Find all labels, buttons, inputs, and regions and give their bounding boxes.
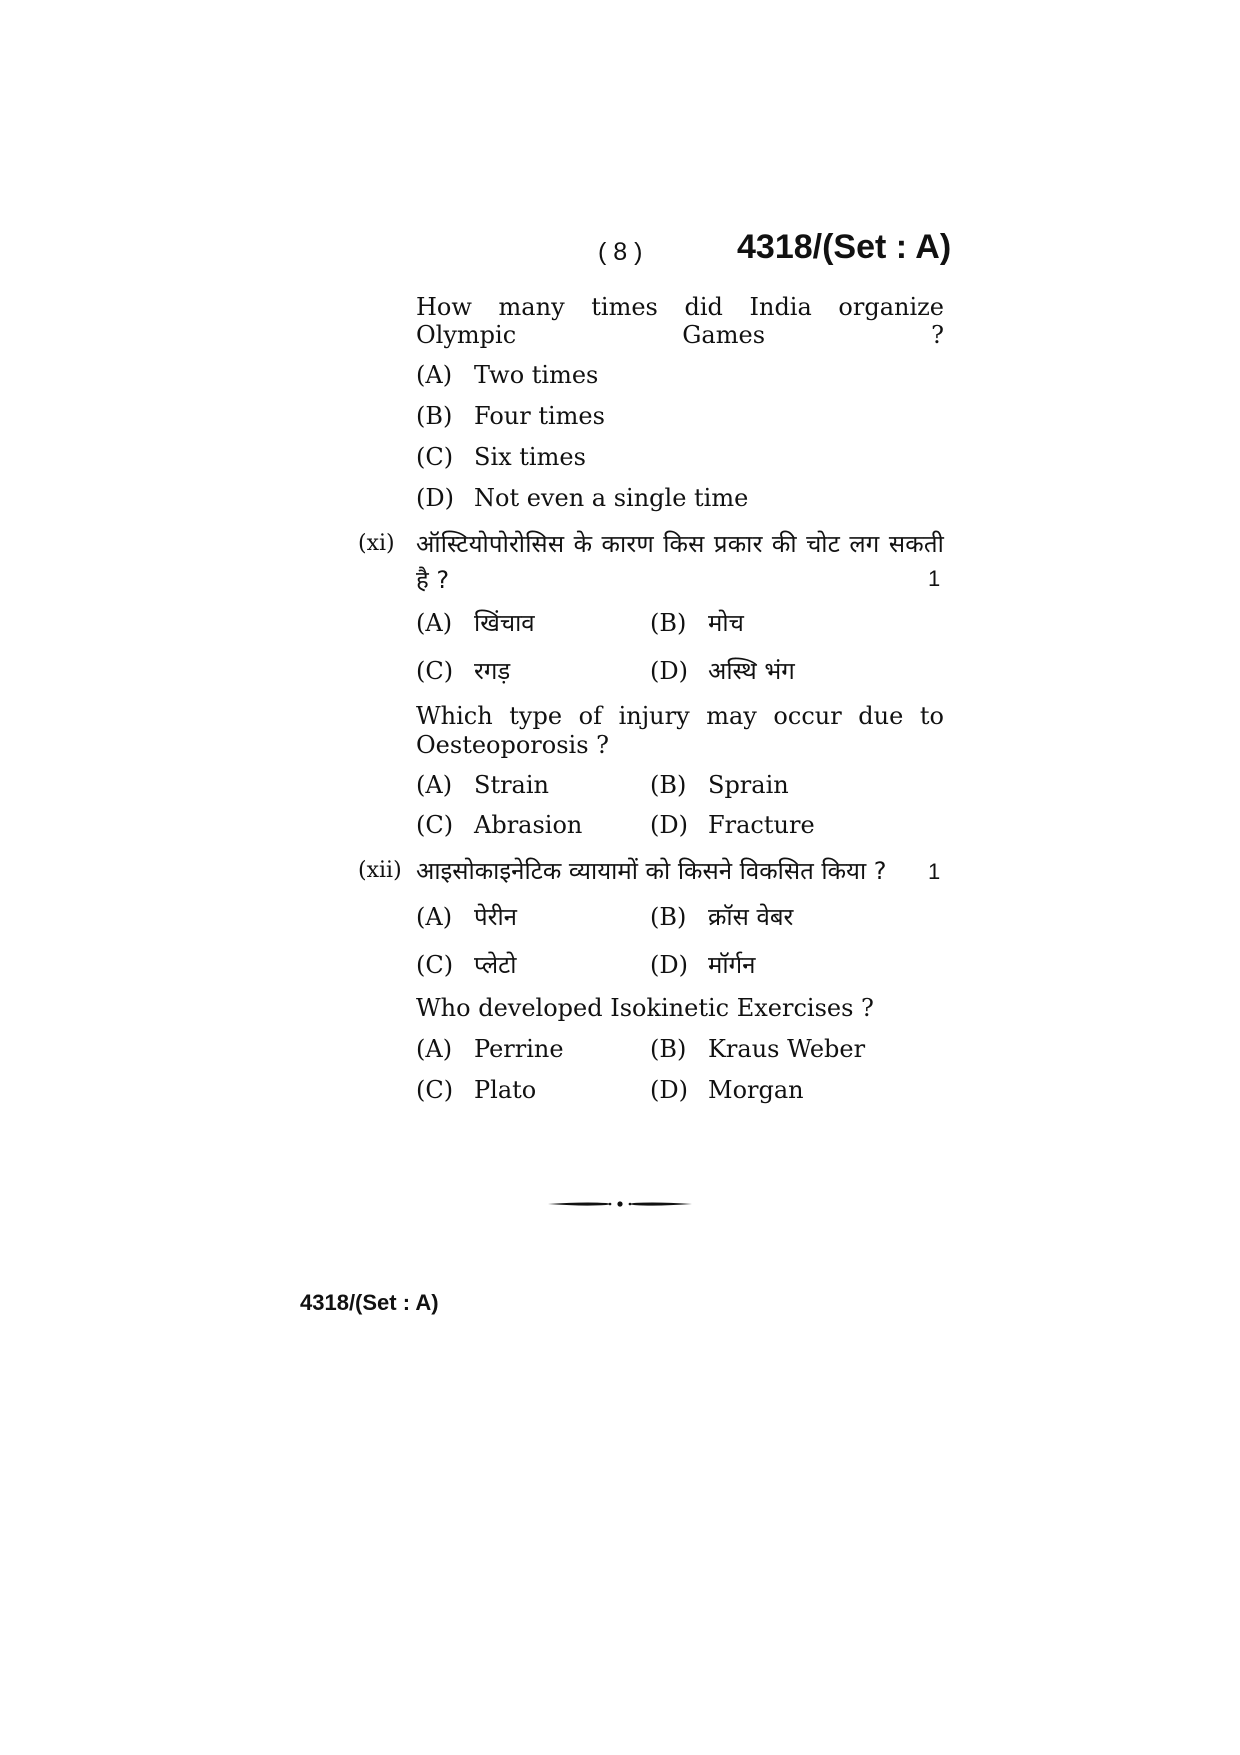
page-number: ( 8 ) [598,238,643,266]
q12-english-option-a: (A) Perrine [416,1035,564,1063]
q11-number: (xi) [358,531,395,556]
q11-hindi-option-d: (D) अस्थि भंग [650,657,795,685]
q11-hindi-option-b: (B) मोच [650,609,744,637]
q12-hindi-option-b: (B) क्रॉस वेबर [650,903,794,931]
q11-english-option-c: (C) Abrasion [416,811,583,839]
q10-option-d: (D) Not even a single time [416,484,749,512]
q10-option-a: (A) Two times [416,361,599,389]
q12-english-option-d: (D) Morgan [650,1076,804,1104]
q11-english-option-b: (B) Sprain [650,771,789,799]
q11-english-line2: Oesteoporosis ? [416,731,610,759]
q10-option-c: (C) Six times [416,443,586,471]
q12-english-option-c: (C) Plato [416,1076,537,1104]
q12-english-option-b: (B) Kraus Weber [650,1035,866,1063]
paper-code-footer: 4318/(Set : A) [300,1290,439,1315]
q11-english-line1: Which type of injury may occur due to [416,702,944,730]
q11-english-option-d: (D) Fracture [650,811,815,839]
q11-hindi-line1: ऑस्टियोपोरोसिस के कारण किस प्रकार की चोट लग सकती [416,530,944,558]
q12-hindi-option-d: (D) मॉर्गन [650,951,756,979]
paper-code-header: 4318/(Set : A) [737,228,952,266]
q12-hindi-option-a: (A) पेरीन [416,903,517,931]
q11-hindi-option-c: (C) रगड़ [416,657,511,685]
q11-english-option-a: (A) Strain [416,771,549,799]
q12-marks: 1 [928,859,941,884]
q10-english-text: How many times did India organize Olympic Games ? [416,293,944,349]
q10-option-b: (B) Four times [416,402,605,430]
q12-hindi-option-c: (C) प्लेटो [416,951,517,979]
q11-marks: 1 [928,566,941,591]
q12-english-text: Who developed Isokinetic Exercises ? [416,994,874,1022]
q11-hindi-option-a: (A) खिंचाव [416,609,535,637]
end-divider-ornament [548,1198,692,1210]
q12-number: (xii) [358,858,402,883]
q12-hindi-text: आइसोकाइनेटिक व्यायामों को किसने विकसित किया ? [416,857,887,885]
q11-hindi-line2: है ? [416,566,450,594]
